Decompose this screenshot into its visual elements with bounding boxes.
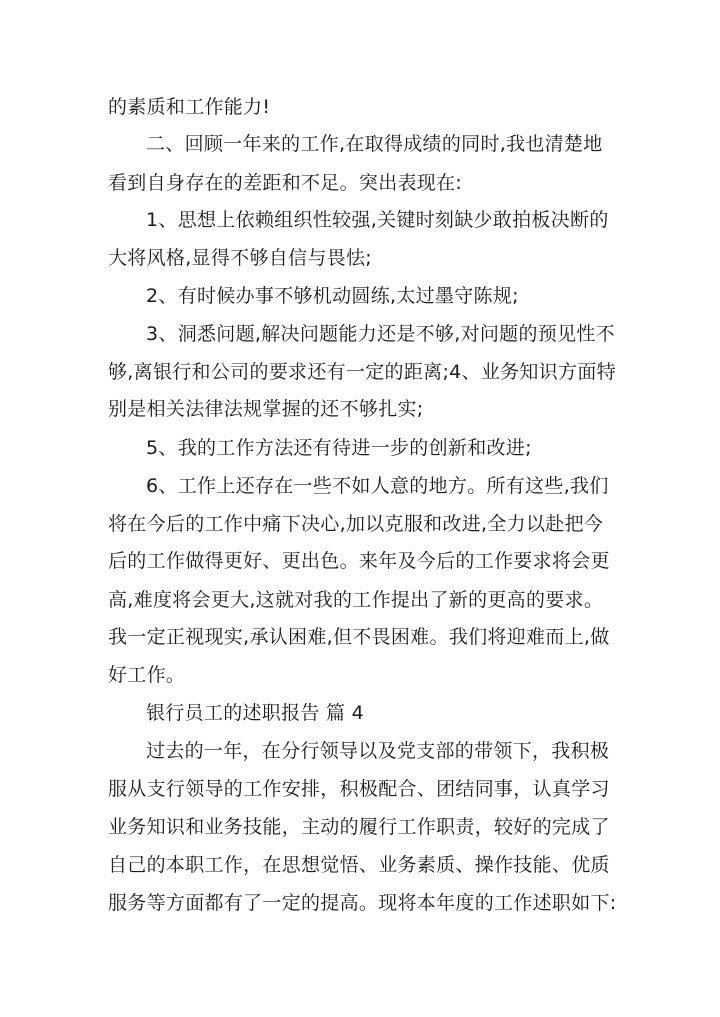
text-line: 看到自身存在的差距和不足。突出表现在:: [108, 172, 463, 194]
text-line: 后的工作做得更好、更出色。来年及今后的工作要求将会更: [108, 550, 610, 572]
text-line: 高,难度将会更大,这就对我的工作提出了新的更高的要求。: [108, 589, 604, 611]
text-line: 业务知识和业务技能，主动的履行工作职责，较好的完成了: [108, 816, 610, 838]
text-line: 5、我的工作方法还有待进一步的创新和改进;: [146, 437, 532, 459]
text-line: 够,离银行和公司的要求还有一定的距离;4、业务知识方面特: [108, 361, 616, 383]
text-line: 自己的本职工作，在思想觉悟、业务素质、操作技能、优质: [108, 854, 610, 876]
text-line: 大将风格,显得不够自信与畏怯;: [108, 247, 372, 269]
text-line: 6、工作上还存在一些不如人意的地方。所有这些,我们: [146, 475, 609, 497]
section-heading: 银行员工的述职报告 篇 4: [146, 702, 365, 724]
text-line: 过去的一年，在分行领导以及党支部的带领下，我积极: [146, 740, 610, 762]
text-line: 服务等方面都有了一定的提高。现将本年度的工作述职如下:: [108, 892, 617, 914]
text-line: 的素质和工作能力!: [108, 96, 271, 118]
text-line: 服从支行领导的工作安排，积极配合、团结同事，认真学习: [108, 778, 610, 800]
text-line: 好工作。: [108, 664, 186, 686]
text-line: 二、回顾一年来的工作,在取得成绩的同时,我也清楚地: [146, 133, 603, 155]
text-line: 2、有时候办事不够机动圆练,太过墨守陈规;: [146, 285, 519, 307]
text-line: 1、思想上依赖组织性较强,关键时刻缺少敢拍板决断的: [146, 209, 609, 231]
text-line: 3、洞悉问题,解决问题能力还是不够,对问题的预见性不: [146, 323, 615, 345]
text-line: 将在今后的工作中痛下决心,加以克服和改进,全力以赴把今: [108, 513, 604, 535]
text-line: 别是相关法律法规掌握的还不够扎实;: [108, 398, 424, 420]
text-line: 我一定正视现实,承认困难,但不畏困难。我们将迎难而上,做: [108, 626, 610, 648]
